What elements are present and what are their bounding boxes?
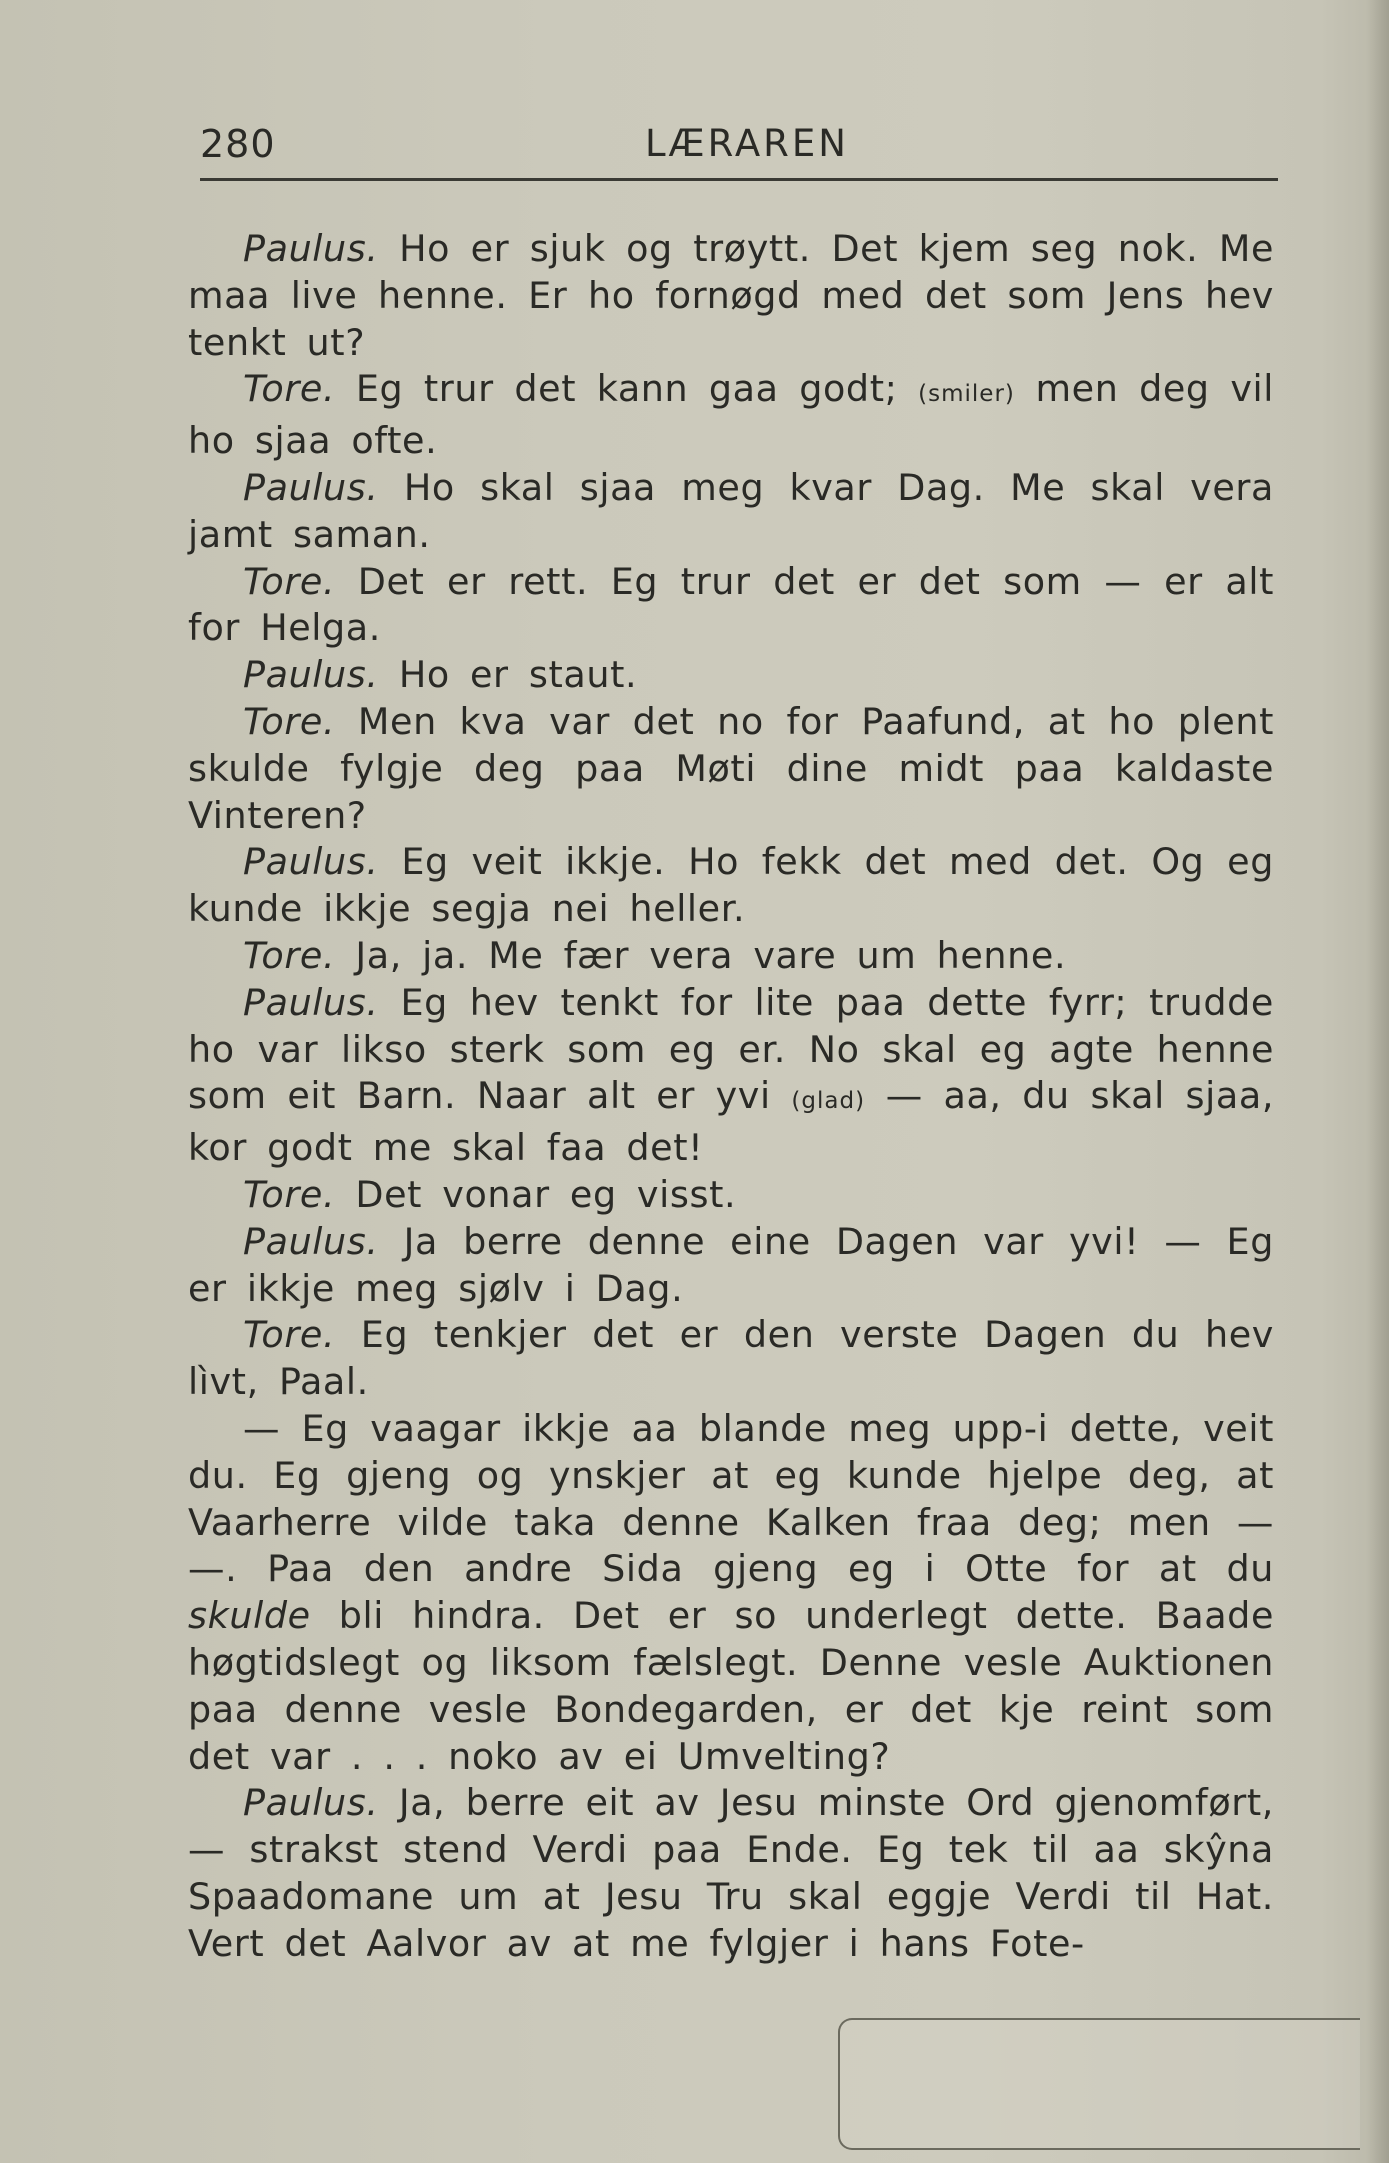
speaker-name: Paulus.	[243, 1219, 379, 1263]
speech: Ja berre denne eine Dagen var yvi! — Eg er ikkje meg sjølv i Dag.	[188, 1219, 1274, 1310]
dialogue-paragraph	[188, 1172, 1274, 1219]
speech: bli hindra. Det er so underlegt dette. Baade høgtidslegt og liksom fælslegt. Denne vesle Auktionen paa denne vesle Bondegarden, er det kje reint som det var . . . noko av ei Umvelting?	[188, 1594, 1275, 1778]
speech: Eg tenkjer det er den verste Dagen du hev lìvt, Paal.	[188, 1313, 1274, 1404]
stage-direction: (glad)	[791, 1088, 866, 1115]
speech: Ja, ja. Me fær vera vare um henne.	[355, 933, 1067, 977]
speaker-name: Paulus.	[243, 980, 379, 1024]
speaker-name: Tore.	[243, 1313, 336, 1357]
speaker-name: Paulus.	[243, 465, 379, 509]
speech: Det er rett. Eg trur det er det som — er alt for Helga.	[188, 559, 1274, 650]
speech: Eg hev tenkt for lite paa dette fyrr; trudde ho var likso sterk som eg er. No skal eg agte henne som eit Barn. Naar alt er yvi	[188, 980, 1274, 1118]
running-title: LÆRAREN	[645, 122, 849, 165]
speech: Ho skal sjaa meg kvar Dag. Me skal vera jamt saman.	[188, 465, 1275, 556]
page-edge-shadow	[1367, 0, 1389, 2163]
speaker-name: Tore.	[243, 367, 336, 411]
speaker-name: Tore.	[243, 559, 336, 603]
stage-direction: (smiler)	[918, 381, 1015, 408]
speech: Men kva var det no for Paafund, at ho plent skulde fylgje deg paa Møti dine midt paa kaldaste Vinteren?	[188, 699, 1274, 837]
speech: — Eg vaagar ikkje aa blande meg upp-i dette, veit du. Eg gjeng og ynskjer at eg kunde hjelpe deg, at Vaarherre vilde taka denne Kalken fraa deg; men — —. Paa den andre Sida gjeng eg i Otte for at du	[188, 1406, 1274, 1591]
page-number: 280	[200, 122, 276, 166]
speaker-name: Paulus.	[243, 653, 379, 697]
speaker-name: Paulus.	[243, 840, 379, 884]
dialogue-paragraph	[188, 839, 1274, 933]
speech: Ho er sjuk og trøytt. Det kjem seg nok. Me maa live henne. Er ho fornøgd med det som Jens hev tenkt ut?	[188, 227, 1274, 364]
speaker-name: Paulus.	[243, 227, 379, 270]
dialogue-paragraph	[188, 1406, 1274, 1780]
speaker-name: Paulus.	[243, 1781, 379, 1825]
speech: Ho er staut.	[398, 653, 638, 697]
speaker-name: Tore.	[243, 933, 336, 977]
emphasized-word: skulde	[188, 1594, 311, 1638]
dialogue-paragraph	[188, 1780, 1274, 1967]
dialogue-paragraph	[188, 1312, 1274, 1406]
dialogue-paragraph	[188, 699, 1274, 839]
dialogue-paragraph	[188, 980, 1274, 1172]
page-tab-outline	[838, 2018, 1360, 2150]
speech: Det vonar eg visst.	[355, 1172, 737, 1216]
speech: Ja, berre eit av Jesu minste Ord gjenomført, — strakst stend Verdi paa Ende. Eg tek til aa skŷna Spaadomane um at Jesu Tru skal eggje Verdi til Hat. Vert det Aalvor av at me fylgjer i hans Fote-	[188, 1781, 1275, 1965]
speaker-name: Tore.	[243, 1172, 336, 1216]
dialogue-paragraph	[188, 933, 1274, 980]
dialogue-paragraph	[188, 1219, 1274, 1313]
speech: Eg veit ikkje. Ho fekk det med det. Og eg kunde ikkje segja nei heller.	[188, 840, 1274, 931]
speaker-name: Tore.	[243, 699, 336, 743]
dialogue-paragraph	[188, 366, 1274, 465]
dialogue-paragraph	[188, 652, 1274, 699]
dialogue-paragraph	[188, 559, 1274, 653]
running-header	[200, 122, 1278, 181]
dialogue-paragraph	[188, 465, 1274, 559]
speech: Eg trur det kann gaa godt;	[355, 367, 898, 411]
dialogue-paragraph	[188, 226, 1274, 366]
speech: men deg vil ho sjaa ofte.	[188, 367, 1275, 463]
dialogue-text	[188, 226, 1274, 1967]
speech: — aa, du skal sjaa, kor godt me skal faa det!	[188, 1074, 1275, 1170]
